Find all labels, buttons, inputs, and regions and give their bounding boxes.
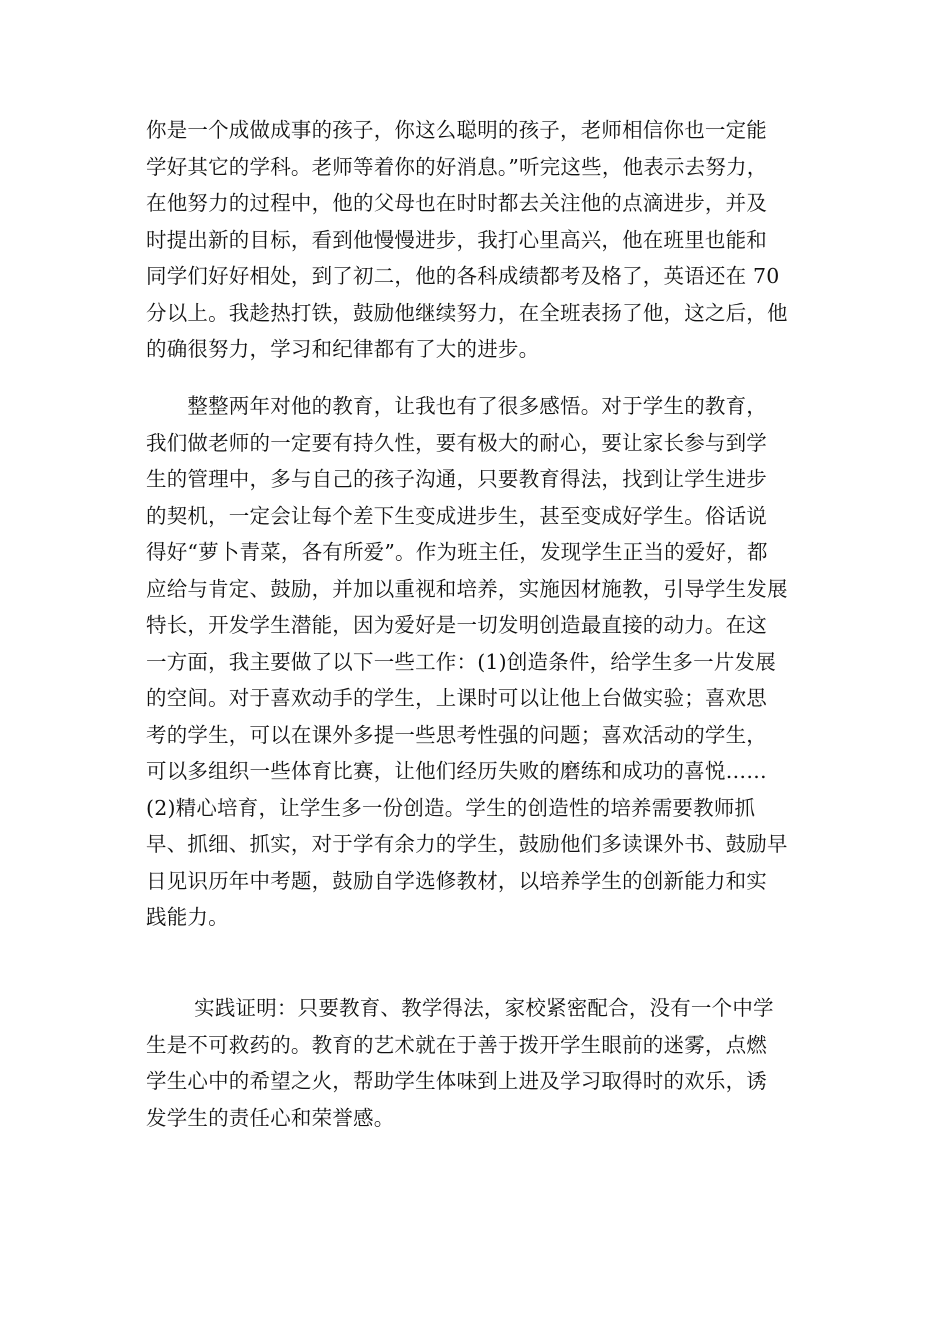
text-line: 你是一个成做成事的孩子，你这么聪明的孩子，老师相信你也一定能 [146, 118, 767, 142]
text-line: 学生心中的希望之火，帮助学生体味到上进及学习取得时的欢乐，诱 [146, 1069, 767, 1093]
text-line: 生是不可救药的。教育的艺术就在于善于拨开学生眼前的迷雾，点燃 [146, 1032, 767, 1057]
text-line: 生的管理中，多与自己的孩子沟通，只要教育得法，找到让学生进步 [146, 467, 767, 491]
text-line: 早、抓细、抓实，对于学有余力的学生，鼓励他们多读课外书、鼓励早 [146, 832, 788, 856]
text-line: 践能力。 [146, 905, 229, 929]
text-line: (2)精心培育，让学生多一份创造。学生的创造性的培养需要教师抓 [146, 795, 756, 820]
text-line: 实践证明：只要教育、教学得法，家校紧密配合，没有一个中学 [146, 996, 774, 1020]
text-line: 日见识历年中考题，鼓励自学选修教材，以培养学生的创新能力和实 [146, 868, 767, 893]
text-line: 的契机，一定会让每个差下生变成进步生，甚至变成好学生。俗话说 [146, 503, 767, 528]
text-line: 特长，开发学生潜能，因为爱好是一切发明创造最直接的动力。在这 [146, 613, 767, 637]
text-line: 得好“萝卜青菜，各有所爱”。作为班主任，发现学生正当的爱好，都 [146, 540, 768, 564]
text-line: 可以多组织一些体育比赛，让他们经历失败的磨练和成功的喜悦…… [146, 759, 767, 783]
paragraph-2 [146, 388, 806, 936]
text-line: 分以上。我趁热打铁，鼓励他继续努力，在全班表扬了他，这之后，他 [146, 300, 788, 325]
text-line: 的确很努力，学习和纪律都有了大的进步。 [146, 337, 540, 361]
text-line: 整整两年对他的教育，让我也有了很多感悟。对于学生的教育， [146, 394, 767, 418]
text-line: 学好其它的学科。老师等着你的好消息。”听完这些，他表示去努力， [146, 154, 768, 179]
text-line: 我们做老师的一定要有持久性，要有极大的耐心，要让家长参与到学 [146, 430, 767, 455]
text-line: 的空间。对于喜欢动手的学生，上课时可以让他上台做实验；喜欢思 [146, 686, 767, 710]
text-line: 考的学生，可以在课外多提一些思考性强的问题；喜欢活动的学生， [146, 722, 767, 747]
text-line: 应给与肯定、鼓励，并加以重视和培养，实施因材施教，引导学生发展 [146, 576, 788, 601]
text-line: 一方面，我主要做了以下一些工作：(1)创造条件，给学生多一片发展 [146, 649, 776, 674]
text-line: 时提出新的目标，看到他慢慢进步，我打心里高兴，他在班里也能和 [146, 227, 767, 252]
text-line: 同学们好好相处，到了初二，他的各科成绩都考及格了，英语还在 70 [146, 264, 780, 288]
paragraph-3 [146, 990, 806, 1136]
text-line: 在他努力的过程中，他的父母也在时时都去关注他的点滴进步，并及 [146, 191, 767, 215]
text-line: 发学生的责任心和荣誉感。 [146, 1105, 395, 1130]
paragraph-1 [146, 112, 806, 368]
